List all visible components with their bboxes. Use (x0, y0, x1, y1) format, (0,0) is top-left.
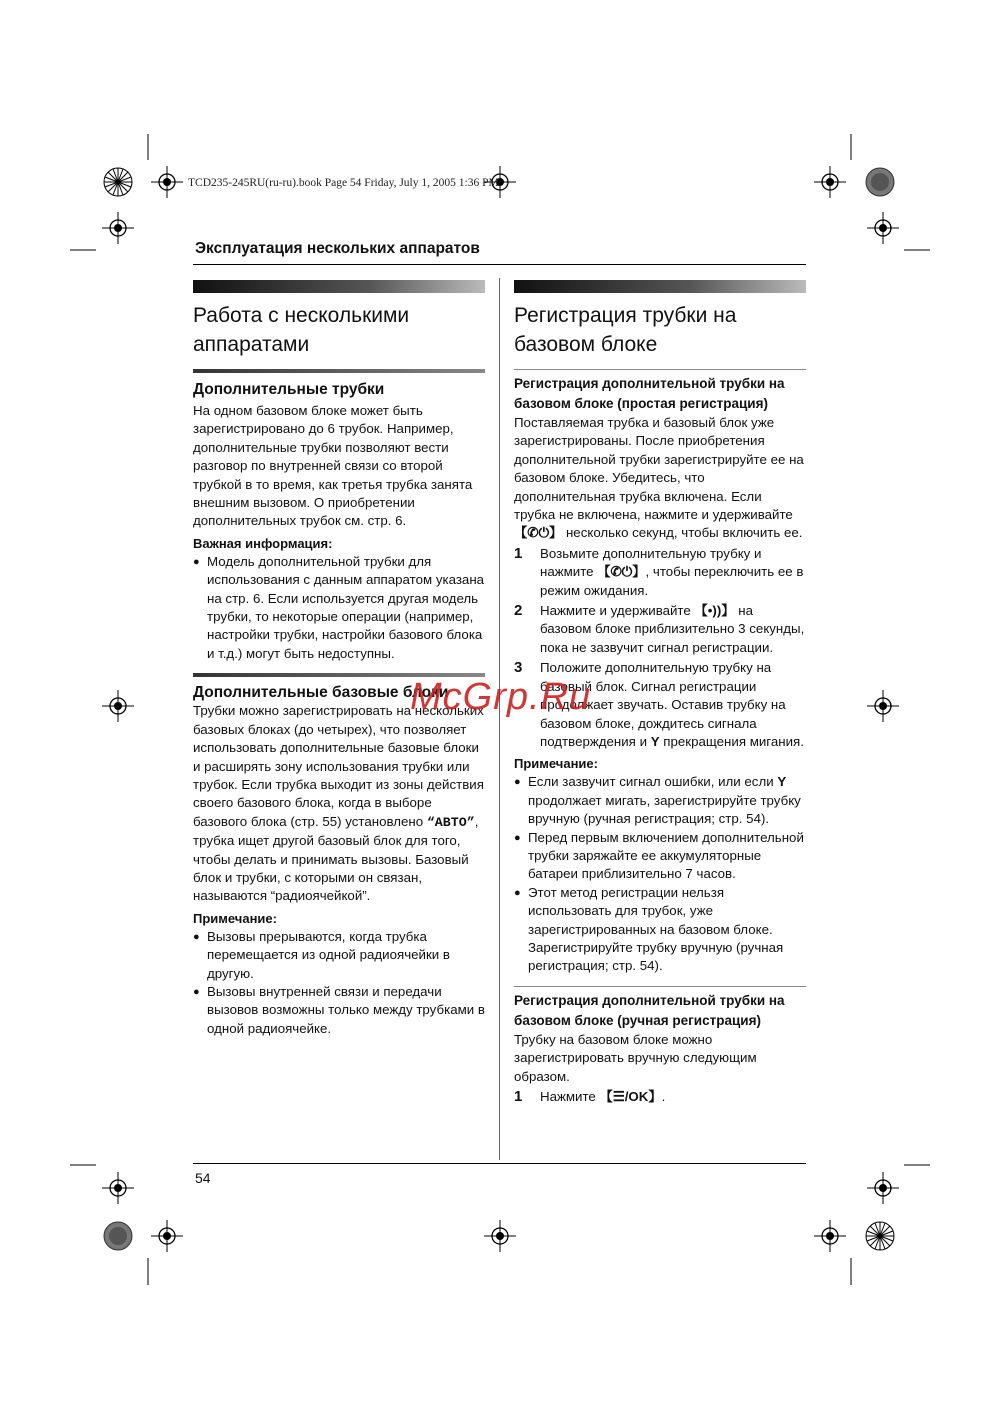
list-item: ● Вызовы прерываются, когда трубка перемещается из одной радиоячейки в другую. (193, 928, 485, 983)
subsection-rule (514, 986, 806, 987)
subsection-title: Регистрация дополнительной трубки на базовом блоке (простая регистрация) (514, 376, 785, 411)
bullet-icon: ● (514, 886, 521, 899)
page-number: 54 (195, 1170, 211, 1186)
step-item: 3 Положите дополнительную трубку на базовый блок. Сигнал регистрации продолжает звучать. Оставив трубку на базовом блоке, дождитесь сигнала подтверждения и Y прекращения мигания. (514, 659, 804, 749)
paragraph: Трубки можно зарегистрировать на нескольких базовых блоках (до четырех), что позволяет использовать дополнительные базовые блоки и расширять зону использования трубки или трубок. Если трубка выходит из зоны действия своего базового блока, когда в выборе базового блока (стр. 55) установлено “АВТО”, трубка ищет другой базовый блок для того, чтобы делать и принимать вызовы. Базовый блок и трубки, с которыми он связан, называются “радиоячейкой”. (193, 703, 484, 904)
footer-rule (193, 1163, 806, 1164)
section-bar (514, 280, 806, 293)
paragraph: Трубку на базовом блоке можно зарегистрировать вручную следующим образом. (514, 1031, 757, 1084)
list-item: ● Этот метод регистрации нельзя использовать для трубок, уже зарегистрированных на базовом блоке. Зарегистрируйте трубку вручную (ручная регистрация; стр. 54). (514, 884, 806, 976)
print-info: TCD235-245RU(ru-ru).book Page 54 Friday, July 1, 2005 1:36 PM (188, 177, 499, 189)
paragraph: Поставляемая трубка и базовый блок уже зарегистрированы. После приобретения дополнительной трубки зарегистрируйте ее на базовом блоке. Убедитесь, что дополнительная трубка включена. Если трубка не включена, нажмите и удерживайте 【✆⏻】 несколько секунд, чтобы включить ее. (514, 415, 804, 541)
subsection-title: Дополнительные трубки (193, 381, 385, 398)
bullet-icon: ● (193, 555, 200, 568)
important-label: Важная информация: (193, 535, 333, 551)
menu-ok-key-icon: 【☰/OK】 (599, 1089, 662, 1104)
note-label: Примечание: (193, 910, 277, 926)
section-title: Работа с несколькими аппаратами (193, 304, 410, 356)
list-item: ● Вызовы внутренней связи и передачи вызовов возможны только между трубками в одной радиоячейке. (193, 983, 485, 1038)
list-item: ● Перед первым включением дополнительной трубки заряжайте ее аккумуляторные батареи приблизительно 7 часов. (514, 829, 806, 884)
power-key-icon: 【✆⏻】 (514, 525, 563, 541)
locator-key-icon: 【•))】 (694, 603, 735, 619)
step-item: 1 Возьмите дополнительную трубку и нажмите 【✆⏻】, чтобы переключить ее в режим ожидания. (514, 544, 804, 598)
watermark: McGrp.Ru (410, 676, 592, 718)
antenna-icon: Y (650, 733, 660, 749)
antenna-icon: Y (777, 774, 787, 790)
running-header: Эксплуатация нескольких аппаратов (195, 240, 480, 257)
bullet-icon: ● (193, 985, 200, 998)
step-item: 1 Нажмите 【☰/OK】. (514, 1088, 666, 1105)
header-rule (193, 264, 806, 265)
step-item: 2 Нажмите и удерживайте 【•))】 на базовом блоке приблизительно 3 секунды, пока не зазвучит сигнал регистрации. (514, 602, 805, 655)
bullet-icon: ● (514, 776, 521, 789)
list-item: ● Если зазвучит сигнал ошибки, или если Y продолжает мигать, зарегистрируйте трубку вручную (ручная регистрация; стр. 54). (514, 773, 806, 828)
paragraph: На одном базовом блоке может быть зарегистрировано до 6 трубок. Например, дополнительные трубки позволяют вести разговор по внутренней связи со второй трубкой в то время, как третья трубка занята внешним вызовом. О приобретении дополнительных трубок см. стр. 6. (193, 403, 473, 529)
bullet-icon: ● (193, 930, 200, 943)
subsection-title: Регистрация дополнительной трубки на базовом блоке (ручная регистрация) (514, 992, 785, 1028)
subsection-bar (193, 369, 485, 373)
section-bar (193, 280, 485, 293)
left-column (193, 280, 485, 1038)
mode-value: “АВТО” (426, 814, 475, 830)
bullet-icon: ● (514, 831, 521, 844)
power-key-icon: 【✆⏻】 (597, 564, 646, 580)
subsection-rule (514, 369, 806, 370)
list-item: ● Модель дополнительной трубки для использования с данным аппаратом указана на стр. 6. Если используется другая модель трубки, то некоторые операции (например, настройки трубки, настройки базового блока и т.д.) могут быть недоступны. (193, 553, 485, 663)
section-title: Регистрация трубки на базовом блоке (514, 304, 737, 356)
column-divider (499, 278, 500, 1160)
note-label: Примечание: (514, 756, 598, 772)
subsection-title: Дополнительные базовые блоки (193, 684, 449, 702)
